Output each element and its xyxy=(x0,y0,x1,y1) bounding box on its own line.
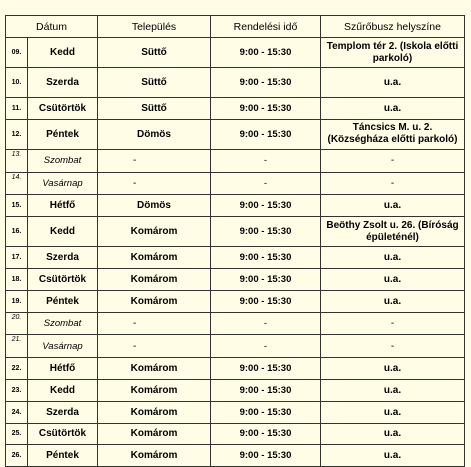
weekday-name: Szombat xyxy=(28,149,98,172)
table-row xyxy=(6,401,465,423)
location-cell: u.a. xyxy=(321,423,465,445)
location-cell: - xyxy=(321,312,465,335)
settlement-cell: Dömös xyxy=(98,119,211,149)
weekday-name: Hétfő xyxy=(28,195,98,217)
weekday-name: Vasárnap xyxy=(28,172,98,195)
weekday-name: Csütörtök xyxy=(28,423,98,445)
location-cell: u.a. xyxy=(321,247,465,269)
weekday-name: Szombat xyxy=(28,312,98,335)
hours-cell: 9:00 - 15:30 xyxy=(211,290,321,312)
day-number: 10. xyxy=(6,68,28,98)
hours-cell: 9:00 - 15:30 xyxy=(211,195,321,217)
table-row xyxy=(6,217,465,247)
hours-cell: 9:00 - 15:30 xyxy=(211,98,321,120)
table-row xyxy=(6,423,465,445)
table-row xyxy=(6,195,465,217)
location-cell: u.a. xyxy=(321,401,465,423)
settlement-cell: Komárom xyxy=(98,379,211,401)
hours-cell: 9:00 - 15:30 xyxy=(211,119,321,149)
day-number: 20. xyxy=(6,312,28,335)
settlement-cell: - xyxy=(98,312,211,335)
location-cell: u.a. xyxy=(321,290,465,312)
settlement-cell: Komárom xyxy=(98,401,211,423)
hours-cell: - xyxy=(211,149,321,172)
hours-cell: 9:00 - 15:30 xyxy=(211,268,321,290)
table-row xyxy=(6,358,465,380)
location-cell: u.a. xyxy=(321,358,465,380)
settlement-cell: Komárom xyxy=(98,268,211,290)
hours-cell: 9:00 - 15:30 xyxy=(211,445,321,467)
settlement-cell: Komárom xyxy=(98,217,211,247)
weekday-name: Csütörtök xyxy=(28,98,98,120)
day-number: 09. xyxy=(6,38,28,68)
day-number: 15. xyxy=(6,195,28,217)
location-cell: - xyxy=(321,335,465,358)
table-row xyxy=(6,290,465,312)
hours-cell: 9:00 - 15:30 xyxy=(211,379,321,401)
hours-cell: 9:00 - 15:30 xyxy=(211,358,321,380)
table-row xyxy=(6,68,465,98)
location-cell: Beöthy Zsolt u. 26. (Bíróság épületénél) xyxy=(321,217,465,247)
day-number: 23. xyxy=(6,379,28,401)
header-location: Szűrőbusz helyszíne xyxy=(321,16,465,38)
settlement-cell: Süttő xyxy=(98,38,211,68)
location-cell: - xyxy=(321,172,465,195)
day-number: 24. xyxy=(6,401,28,423)
day-number: 14. xyxy=(6,172,28,195)
day-number: 13. xyxy=(6,149,28,172)
header-date: Dátum xyxy=(6,16,98,38)
header-hours: Rendelési idő xyxy=(211,16,321,38)
table-row xyxy=(6,98,465,120)
location-cell: u.a. xyxy=(321,379,465,401)
settlement-cell: - xyxy=(98,149,211,172)
table-row xyxy=(6,38,465,68)
day-number: 19. xyxy=(6,290,28,312)
location-cell: - xyxy=(321,149,465,172)
location-cell: u.a. xyxy=(321,445,465,467)
hours-cell: - xyxy=(211,172,321,195)
day-number: 17. xyxy=(6,247,28,269)
weekday-name: Péntek xyxy=(28,290,98,312)
day-number: 11. xyxy=(6,98,28,120)
table-row xyxy=(6,335,465,358)
table-row xyxy=(6,119,465,149)
table-row xyxy=(6,379,465,401)
table-row xyxy=(6,312,465,335)
day-number: 12. xyxy=(6,119,28,149)
header-settlement: Település xyxy=(98,16,211,38)
hours-cell: 9:00 - 15:30 xyxy=(211,247,321,269)
table-row xyxy=(6,268,465,290)
weekday-name: Hétfő xyxy=(28,358,98,380)
weekday-name: Szerda xyxy=(28,247,98,269)
weekday-name: Kedd xyxy=(28,38,98,68)
day-number: 21. xyxy=(6,335,28,358)
day-number: 26. xyxy=(6,445,28,467)
settlement-cell: - xyxy=(98,172,211,195)
weekday-name: Kedd xyxy=(28,217,98,247)
weekday-name: Csütörtök xyxy=(28,268,98,290)
weekday-name: Péntek xyxy=(28,445,98,467)
hours-cell: 9:00 - 15:30 xyxy=(211,217,321,247)
table-row xyxy=(6,445,465,467)
location-cell: u.a. xyxy=(321,268,465,290)
settlement-cell: Komárom xyxy=(98,445,211,467)
location-cell: Templom tér 2. (Iskola előtti parkoló) xyxy=(321,38,465,68)
hours-cell: 9:00 - 15:30 xyxy=(211,401,321,423)
settlement-cell: Süttő xyxy=(98,98,211,120)
location-cell: u.a. xyxy=(321,98,465,120)
settlement-cell: Komárom xyxy=(98,247,211,269)
table-row xyxy=(6,149,465,172)
schedule-body xyxy=(6,38,465,467)
location-cell: u.a. xyxy=(321,68,465,98)
weekday-name: Kedd xyxy=(28,379,98,401)
hours-cell: 9:00 - 15:30 xyxy=(211,423,321,445)
hours-cell: 9:00 - 15:30 xyxy=(211,68,321,98)
day-number: 22. xyxy=(6,358,28,380)
hours-cell: - xyxy=(211,335,321,358)
day-number: 25. xyxy=(6,423,28,445)
settlement-cell: Komárom xyxy=(98,290,211,312)
settlement-cell: Süttő xyxy=(98,68,211,98)
day-number: 18. xyxy=(6,268,28,290)
weekday-name: Szerda xyxy=(28,68,98,98)
settlement-cell: Komárom xyxy=(98,358,211,380)
hours-cell: 9:00 - 15:30 xyxy=(211,38,321,68)
settlement-cell: Dömös xyxy=(98,195,211,217)
day-number: 16. xyxy=(6,217,28,247)
weekday-name: Péntek xyxy=(28,119,98,149)
location-cell: u.a. xyxy=(321,195,465,217)
schedule-table xyxy=(5,15,465,467)
settlement-cell: - xyxy=(98,335,211,358)
location-cell: Táncsics M. u. 2. (Községháza előtti parkoló) xyxy=(321,119,465,149)
header-row xyxy=(6,16,465,38)
settlement-cell: Komárom xyxy=(98,423,211,445)
table-row xyxy=(6,247,465,269)
table-row xyxy=(6,172,465,195)
weekday-name: Szerda xyxy=(28,401,98,423)
hours-cell: - xyxy=(211,312,321,335)
weekday-name: Vasárnap xyxy=(28,335,98,358)
